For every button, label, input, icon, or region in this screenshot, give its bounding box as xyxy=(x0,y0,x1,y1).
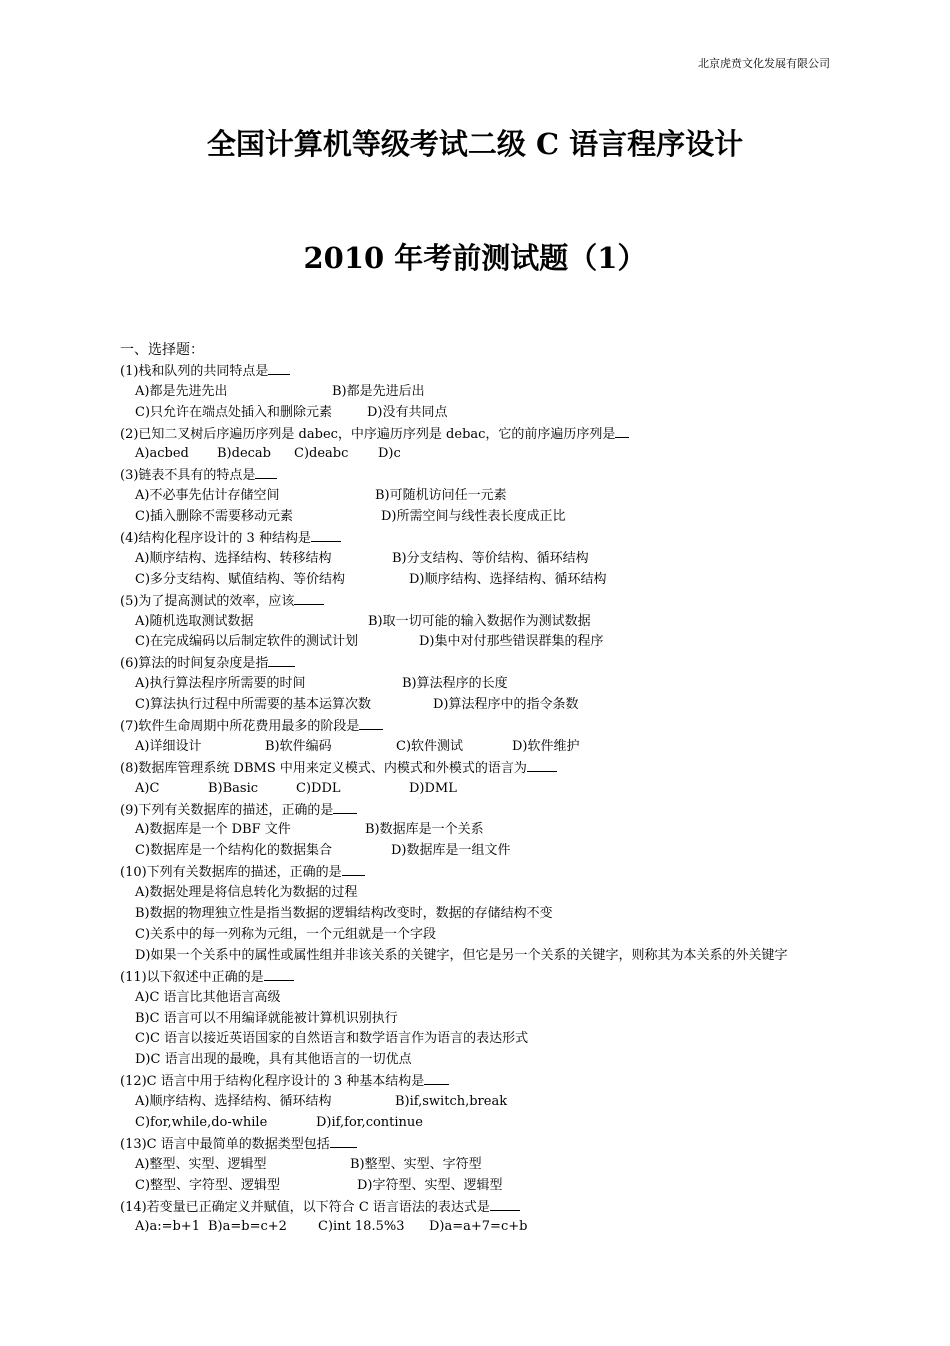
question-stem xyxy=(120,465,840,486)
question-stem xyxy=(120,591,840,612)
section-heading: 一、选择题： xyxy=(120,342,204,358)
answer-option: A)都是先进先出 xyxy=(135,383,228,399)
answer-option: B)整型、实型、字符型 xyxy=(350,1156,482,1172)
answer-option: A)顺序结构、选择结构、转移结构 xyxy=(135,550,332,566)
question-stem xyxy=(120,800,840,821)
question-stem-text: (14)若变量已正确定义并赋值，以下符合 C 语言语法的表达式是 xyxy=(120,1199,490,1215)
answer-option: A)随机选取测试数据 xyxy=(135,613,254,629)
answer-blank xyxy=(342,862,365,876)
answer-blank xyxy=(330,1134,357,1148)
answer-option: B)取一切可能的输入数据作为测试数据 xyxy=(368,613,591,629)
answer-option: A)数据处理是将信息转化为数据的过程 xyxy=(135,885,358,901)
answer-option: D)没有共同点 xyxy=(367,404,448,420)
question-stem-text: (12)C 语言中用于结构化程序设计的 3 种基本结构是 xyxy=(120,1074,425,1090)
answer-option: C)软件测试 xyxy=(396,738,464,754)
question-stem-text: (7)软件生命周期中所花费用最多的阶段是 xyxy=(120,719,360,735)
answer-option: A)数据库是一个 DBF 文件 xyxy=(135,822,291,838)
answer-option: B)Basic xyxy=(208,780,259,796)
option-row xyxy=(120,925,840,946)
document-subtitle: 2010 年考前测试题（1） xyxy=(303,241,647,275)
answer-option: C)多分支结构、赋值结构、等价结构 xyxy=(135,571,346,587)
question-stem xyxy=(120,1197,840,1218)
answer-option: A)a:=b+1 xyxy=(135,1219,200,1235)
option-row xyxy=(120,820,840,841)
answer-option: D)算法程序中的指令条数 xyxy=(433,697,579,713)
option-row xyxy=(120,1092,840,1113)
answer-option: A)acbed xyxy=(135,446,189,462)
option-row xyxy=(120,507,840,528)
answer-blank xyxy=(490,1197,520,1211)
answer-option: D)字符型、实型、逻辑型 xyxy=(357,1177,503,1193)
answer-option: D)a=a+7=c+b xyxy=(429,1219,528,1235)
question-stem xyxy=(120,862,840,883)
option-row xyxy=(120,1155,840,1176)
answer-blank xyxy=(359,716,383,730)
option-row xyxy=(120,1217,840,1238)
answer-option: B)可随机访问任一元素 xyxy=(375,488,507,504)
option-row xyxy=(120,632,840,653)
question-stem xyxy=(120,967,840,988)
question-stem-text: (4)结构化程序设计的 3 种结构是 xyxy=(120,531,311,547)
answer-blank xyxy=(294,591,324,605)
answer-option: C)算法执行过程中所需要的基本运算次数 xyxy=(135,697,372,713)
question-stem-text: (10)下列有关数据库的描述，正确的是 xyxy=(120,865,342,881)
answer-option: D)如果一个关系中的属性或属性组并非该关系的关键字，但它是另一个关系的关键字，则称其为本关系的外关键字 xyxy=(135,947,788,963)
answer-option: D)集中对付那些错误群集的程序 xyxy=(419,634,604,650)
option-row xyxy=(120,779,840,800)
answer-option: A)详细设计 xyxy=(135,738,202,754)
option-row xyxy=(120,486,840,507)
answer-option: D)C 语言出现的最晚，具有其他语言的一切优点 xyxy=(135,1052,412,1068)
answer-option: B)算法程序的长度 xyxy=(402,676,508,692)
answer-option: B)都是先进后出 xyxy=(332,383,425,399)
answer-option: B)a=b=c+2 xyxy=(208,1219,287,1235)
question-stem xyxy=(120,528,840,549)
question-stem xyxy=(120,1071,840,1092)
answer-option: D)软件维护 xyxy=(512,738,580,754)
answer-option: B)if,switch,break xyxy=(395,1094,508,1110)
answer-option: B)分支结构、等价结构、循环结构 xyxy=(392,550,589,566)
question-stem xyxy=(120,716,840,737)
answer-option: A)C xyxy=(135,780,160,796)
option-row xyxy=(120,883,840,904)
option-row xyxy=(120,841,840,862)
answer-option: C)DDL xyxy=(296,780,341,796)
answer-blank xyxy=(527,758,557,772)
option-row xyxy=(120,444,840,465)
option-row xyxy=(120,1029,840,1050)
option-row xyxy=(120,403,840,424)
answer-option: B)decab xyxy=(217,446,271,462)
answer-option: C)插入删除不需要移动元素 xyxy=(135,509,294,525)
answer-option: A)顺序结构、选择结构、循环结构 xyxy=(135,1094,332,1110)
question-stem-text: (9)下列有关数据库的描述，正确的是 xyxy=(120,802,334,818)
question-stem xyxy=(120,424,840,445)
company-header: 北京虎贲文化发展有限公司 xyxy=(698,57,830,70)
answer-option: A)不必事先估计存储空间 xyxy=(135,488,280,504)
option-row xyxy=(120,1113,840,1134)
answer-option: C)for,while,do-while xyxy=(135,1114,268,1130)
option-row xyxy=(120,1009,840,1030)
answer-option: B)软件编码 xyxy=(265,738,332,754)
answer-option: D)if,for,continue xyxy=(316,1114,423,1130)
option-row xyxy=(120,737,840,758)
answer-blank xyxy=(255,465,277,479)
document-title: 全国计算机等级考试二级 C 语言程序设计 xyxy=(206,127,744,161)
answer-blank xyxy=(311,528,341,542)
option-row xyxy=(120,1176,840,1197)
answer-option: C)C 语言以接近英语国家的自然语言和数学语言作为语言的表达形式 xyxy=(135,1031,529,1047)
option-row xyxy=(120,1050,840,1071)
question-stem-text: (1)栈和队列的共同特点是 xyxy=(120,363,269,379)
answer-option: C)关系中的每一列称为元组，一个元组就是一个字段 xyxy=(135,926,437,942)
question-stem xyxy=(120,653,840,674)
question-stem-text: (11)以下叙述中正确的是 xyxy=(120,969,264,985)
option-row xyxy=(120,695,840,716)
answer-option: D)顺序结构、选择结构、循环结构 xyxy=(409,571,607,587)
answer-option: A)C 语言比其他语言高级 xyxy=(135,989,281,1005)
answer-option: D)数据库是一组文件 xyxy=(391,843,511,859)
answer-blank xyxy=(264,967,294,981)
option-row xyxy=(120,570,840,591)
question-stem xyxy=(120,1134,840,1155)
question-stem-text: (6)算法的时间复杂度是指 xyxy=(120,656,269,672)
question-list xyxy=(120,340,840,1238)
answer-option: C)整型、字符型、逻辑型 xyxy=(135,1177,281,1193)
answer-blank xyxy=(615,424,629,438)
option-row xyxy=(120,904,840,925)
option-row xyxy=(120,549,840,570)
question-stem-text: (5)为了提高测试的效率，应该 xyxy=(120,593,295,609)
option-row xyxy=(120,382,840,403)
answer-option: B)C 语言可以不用编译就能被计算机识别执行 xyxy=(135,1010,398,1026)
option-row xyxy=(120,612,840,633)
option-row xyxy=(120,674,840,695)
question-stem xyxy=(120,361,840,382)
answer-option: C)deabc xyxy=(294,446,349,462)
answer-option: A)执行算法程序所需要的时间 xyxy=(135,676,306,692)
answer-option: C)只允许在端点处插入和删除元素 xyxy=(135,404,333,420)
answer-option: D)DML xyxy=(409,780,457,796)
answer-option: C)在完成编码以后制定软件的测试计划 xyxy=(135,634,359,650)
answer-option: B)数据的物理独立性是指当数据的逻辑结构改变时，数据的存储结构不变 xyxy=(135,906,553,922)
option-row xyxy=(120,946,840,967)
answer-option: A)整型、实型、逻辑型 xyxy=(135,1156,267,1172)
answer-option: D)c xyxy=(378,446,401,462)
questions-container xyxy=(120,361,840,1238)
answer-option: C)数据库是一个结构化的数据集合 xyxy=(135,843,333,859)
answer-blank xyxy=(333,800,357,814)
question-stem-text: (13)C 语言中最简单的数据类型包括 xyxy=(120,1136,330,1152)
answer-blank xyxy=(424,1071,449,1085)
answer-blank xyxy=(268,653,295,667)
answer-option: B)数据库是一个关系 xyxy=(365,822,484,838)
answer-option: D)所需空间与线性表长度成正比 xyxy=(381,509,566,525)
question-stem-text: (8)数据库管理系统 DBMS 中用来定义模式、内模式和外模式的语言为 xyxy=(120,760,527,776)
question-stem-text: (2)已知二叉树后序遍历序列是 dabec，中序遍历序列是 debac，它的前序遍历序列是 xyxy=(120,426,616,442)
answer-blank xyxy=(268,361,290,375)
question-stem-text: (3)链表不具有的特点是 xyxy=(120,468,256,484)
answer-option: C)int 18.5%3 xyxy=(318,1219,405,1235)
option-row xyxy=(120,988,840,1009)
question-stem xyxy=(120,758,840,779)
